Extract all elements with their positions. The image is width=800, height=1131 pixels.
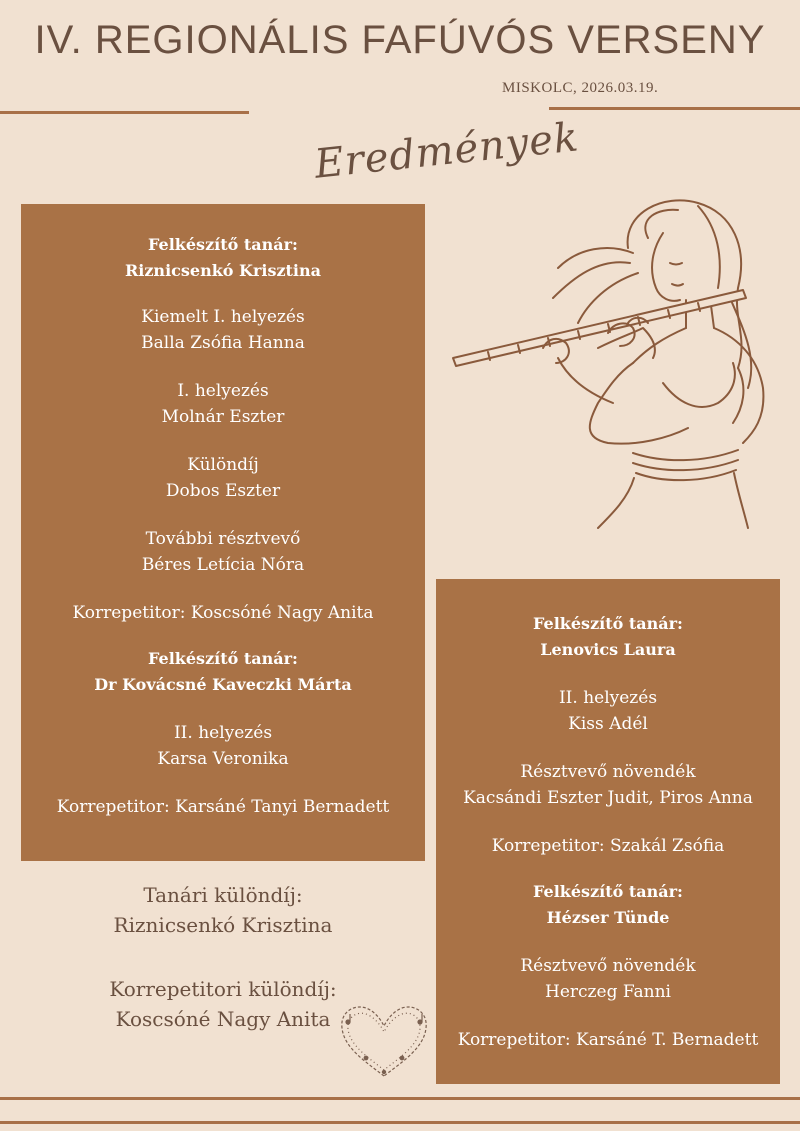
result-entry — [21, 720, 425, 772]
student-name: Karsa Veronika — [157, 749, 289, 769]
result-entry — [21, 452, 425, 504]
award-label: Résztvevő növendék — [520, 956, 696, 976]
teacher-name: Riznicsenkó Krisztina — [124, 261, 322, 280]
accompanist-line — [21, 600, 425, 626]
accompanist-text: Korrepetitor: Karsáné Tanyi Bernadett — [56, 797, 390, 817]
teacher-block-lenovics — [436, 611, 780, 663]
flute-player-illustration-icon — [448, 188, 778, 533]
result-entry — [21, 378, 425, 430]
special-award-name: Riznicsenkó Krisztina — [113, 913, 333, 937]
teacher-label: Felkészítő tanár: — [148, 235, 298, 254]
result-entry — [436, 759, 780, 811]
event-location-date: MISKOLC, 2026.03.19. — [502, 80, 659, 96]
footer-rule-upper — [0, 1097, 800, 1100]
special-award-name: Koscsóné Nagy Anita — [115, 1007, 331, 1031]
results-box-left — [21, 204, 425, 861]
teacher-label: Felkészítő tanár: — [148, 649, 298, 668]
award-label: Különdíj — [187, 455, 259, 475]
student-name: Kacsándi Eszter Judit, Piros Anna — [463, 788, 753, 808]
student-name: Dobos Eszter — [165, 481, 281, 501]
award-label: II. helyezés — [558, 688, 658, 708]
teacher-block-riznicsenko — [21, 232, 425, 284]
teacher-name: Lenovics Laura — [540, 640, 676, 659]
accompanist-line — [436, 833, 780, 859]
special-award-label: Tanári különdíj: — [143, 883, 303, 907]
result-entry — [436, 953, 780, 1005]
music-notes-heart-icon — [336, 1000, 432, 1080]
accompanist-text: Korrepetitor: Szakál Zsófia — [491, 836, 725, 856]
teacher-label: Felkészítő tanár: — [533, 882, 683, 901]
student-name: Kiss Adél — [568, 714, 648, 734]
page-title: IV. REGIONÁLIS FAFÚVÓS VERSENY — [34, 18, 766, 62]
footer-rule-lower — [0, 1121, 800, 1124]
header-rule-right — [549, 107, 800, 110]
teacher-block-kovacsne — [21, 646, 425, 698]
accompanist-line — [21, 794, 425, 820]
student-name: Balla Zsófia Hanna — [141, 333, 305, 353]
student-name: Molnár Eszter — [161, 407, 285, 427]
result-entry — [21, 526, 425, 578]
accompanist-text: Korrepetitor: Karsáné T. Bernadett — [457, 1030, 759, 1050]
special-award-label: Korrepetitori különdíj: — [109, 977, 337, 1001]
award-label: Kiemelt I. helyezés — [141, 307, 305, 327]
results-box-right — [436, 579, 780, 1084]
student-name: Herczeg Fanni — [545, 982, 671, 1002]
results-heading: Eredmények — [312, 114, 582, 188]
award-label: További résztvevő — [145, 529, 301, 549]
accompanist-text: Korrepetitor: Koscsóné Nagy Anita — [72, 603, 374, 623]
accompanist-line — [436, 1027, 780, 1053]
teacher-special-award — [21, 880, 425, 940]
result-entry — [436, 685, 780, 737]
award-label: I. helyezés — [177, 381, 269, 401]
teacher-block-hezser — [436, 879, 780, 931]
award-label: II. helyezés — [173, 723, 273, 743]
student-name: Béres Letícia Nóra — [141, 555, 305, 575]
award-label: Résztvevő növendék — [520, 762, 696, 782]
teacher-name: Dr Kovácsné Kaveczki Márta — [94, 675, 352, 694]
result-entry — [21, 304, 425, 356]
teacher-name: Hézser Tünde — [546, 908, 670, 927]
header-rule-left — [0, 111, 249, 114]
teacher-label: Felkészítő tanár: — [533, 614, 683, 633]
